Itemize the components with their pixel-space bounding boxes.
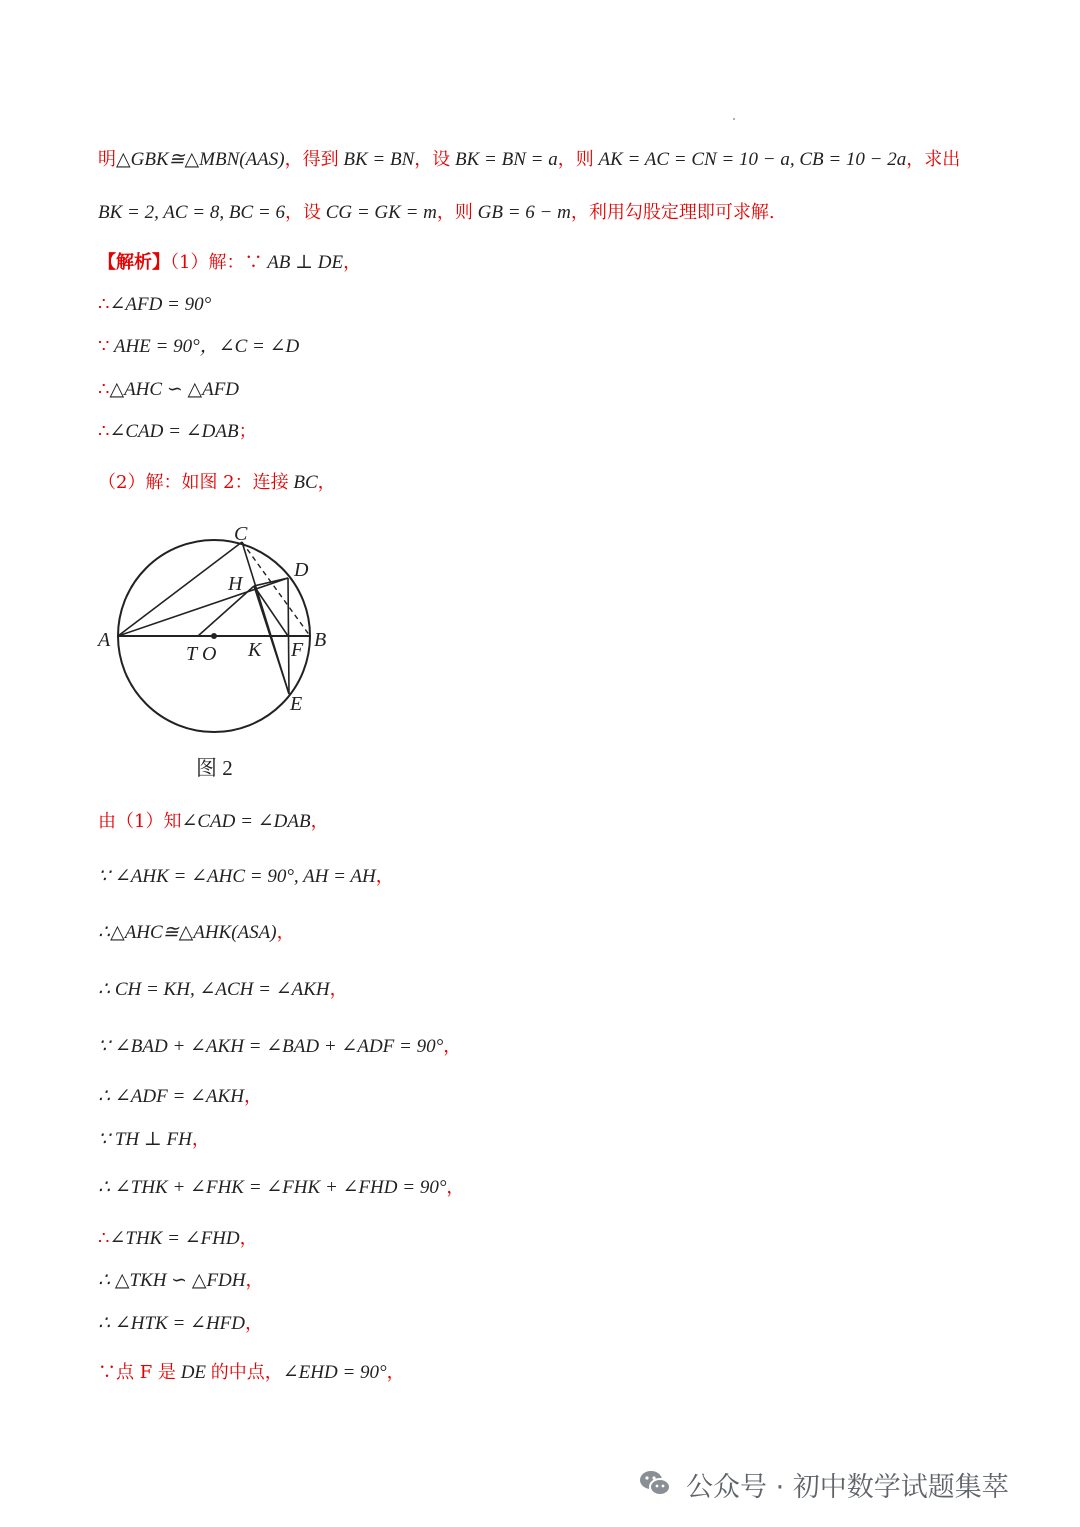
annotation-text: 由（1）知	[98, 811, 182, 832]
annotation-text: ，利用勾股定理即可求解.	[570, 202, 775, 223]
math-expression: △GBK≅△MBN(AAS)	[116, 149, 285, 170]
label-e: E	[290, 693, 303, 715]
math-expression: ∠CAD = ∠DAB	[181, 811, 311, 832]
label-h: H	[228, 573, 243, 595]
math-expression: AHE = 90°，∠C = ∠D	[109, 336, 300, 357]
label-d: D	[294, 559, 309, 581]
annotation-text: ，设	[284, 202, 321, 223]
annotation-text: ，	[375, 866, 394, 887]
solution-line	[98, 1311, 263, 1337]
math-expression: GB = 6 − m	[472, 202, 571, 223]
annotation-text: （1）解：∵	[170, 252, 263, 273]
watermark-text: 公众号 · 初中数学试题集萃	[686, 1471, 1009, 1503]
label-o: O	[202, 643, 217, 665]
wechat-icon	[638, 1467, 672, 1501]
annotation-text: ，	[245, 1313, 264, 1334]
math-expression: DE	[175, 1362, 211, 1383]
solution-line	[98, 419, 257, 445]
solution-line	[98, 1084, 262, 1110]
annotation-text: （2）解：如图 2：连接	[98, 472, 289, 493]
watermark	[638, 1466, 1009, 1502]
geometry-figure-2	[96, 522, 346, 742]
solution-line	[98, 250, 361, 276]
annotation-text: ，	[329, 979, 348, 1000]
annotation-text: ∵点 F 是	[98, 1362, 176, 1383]
math-expression: ∴ ∠ADF = ∠AKH	[98, 1086, 244, 1107]
math-expression: △AHC ∽ △AFD	[109, 379, 240, 400]
math-expression: ∠EHD = 90°	[282, 1362, 387, 1383]
annotation-text: 明	[98, 149, 116, 170]
label-t: T	[186, 643, 198, 665]
math-expression: CG = GK = m	[320, 202, 437, 223]
math-expression: ∵ TH ⊥ FH	[98, 1129, 192, 1150]
segment-th	[198, 586, 254, 636]
solution-line	[98, 147, 960, 173]
annotation-text: ，	[386, 1362, 405, 1383]
annotation-text: ∵	[98, 336, 110, 357]
math-expression: ∵ ∠AHK = ∠AHC = 90°, AH = AH	[98, 866, 376, 887]
math-expression: ∴ CH = KH, ∠ACH = ∠AKH	[98, 979, 330, 1000]
annotation-text: ，	[191, 1129, 210, 1150]
math-expression: BK = BN = a	[450, 149, 558, 170]
annotation-text: ∴	[98, 379, 110, 400]
solution-line	[98, 977, 348, 1003]
math-expression: BK = 2, AC = 8, BC = 6	[98, 202, 285, 223]
math-expression: ∴ ∠THK + ∠FHK = ∠FHK + ∠FHD = 90°	[98, 1177, 447, 1198]
math-expression: ∴ △TKH ∽ △FDH	[98, 1270, 246, 1291]
annotation-text: ，	[310, 811, 329, 832]
annotation-text: ，	[446, 1177, 465, 1198]
solution-line	[98, 1226, 258, 1252]
annotation-text: ，	[343, 252, 362, 273]
math-expression: ∠CAD = ∠DAB	[109, 421, 239, 442]
solution-line	[98, 200, 775, 226]
segment-de	[288, 578, 289, 694]
solution-line	[98, 1127, 210, 1153]
label-f: F	[291, 639, 304, 661]
solution-line	[98, 292, 211, 318]
math-expression: ∴ ∠HTK = ∠HFD	[98, 1313, 246, 1334]
annotation-text: ，则	[557, 149, 594, 170]
math-expression: BC	[288, 472, 318, 493]
figure-caption: 图 2	[196, 756, 233, 780]
solution-line	[98, 377, 239, 403]
solution-line	[98, 1175, 464, 1201]
annotation-text: ∴	[98, 1228, 110, 1249]
annotation-text: ，则	[436, 202, 473, 223]
label-k: K	[248, 639, 262, 661]
annotation-text: ，	[443, 1036, 462, 1057]
section-header: 【解析】	[98, 252, 170, 273]
annotation-text: ∴	[98, 294, 110, 315]
solution-line	[98, 334, 299, 360]
center-point-o	[211, 633, 217, 639]
annotation-text: ，	[276, 922, 295, 943]
annotation-text: ，	[243, 1086, 262, 1107]
segment-hf	[254, 586, 288, 636]
math-expression: ∠THK = ∠FHD	[109, 1228, 240, 1249]
math-expression: AB ⊥ DE	[262, 252, 344, 273]
annotation-text: ，	[317, 472, 336, 493]
solution-line	[98, 1268, 264, 1294]
annotation-text: ，	[245, 1270, 264, 1291]
annotation-text: ∴	[98, 421, 110, 442]
segment-bc-dashed	[242, 542, 310, 636]
solution-line	[98, 809, 329, 835]
segment-ac	[118, 542, 242, 636]
math-expression: ∵ ∠BAD + ∠AKH = ∠BAD + ∠ADF = 90°	[98, 1036, 444, 1057]
label-c: C	[234, 523, 248, 545]
solution-line	[98, 920, 295, 946]
label-a: A	[98, 629, 111, 651]
solution-line	[98, 1034, 461, 1060]
annotation-text: ，	[239, 1228, 258, 1249]
math-expression: ∠AFD = 90°	[109, 294, 212, 315]
math-expression: ∴△AHC≅△AHK(ASA)	[98, 922, 277, 943]
label-b: B	[314, 629, 327, 651]
annotation-text: ；	[238, 421, 257, 442]
solution-line	[98, 470, 336, 496]
annotation-text: ，得到	[284, 149, 339, 170]
annotation-text: 的中点，	[210, 1362, 283, 1383]
math-expression: AK = AC = CN = 10 − a, CB = 10 − 2a	[593, 149, 907, 170]
solution-line	[98, 1360, 405, 1386]
math-expression: BK = BN	[338, 149, 415, 170]
annotation-text: ，设	[414, 149, 451, 170]
stray-dot	[733, 118, 735, 120]
annotation-text: ，求出	[906, 149, 961, 170]
solution-line	[98, 864, 394, 890]
